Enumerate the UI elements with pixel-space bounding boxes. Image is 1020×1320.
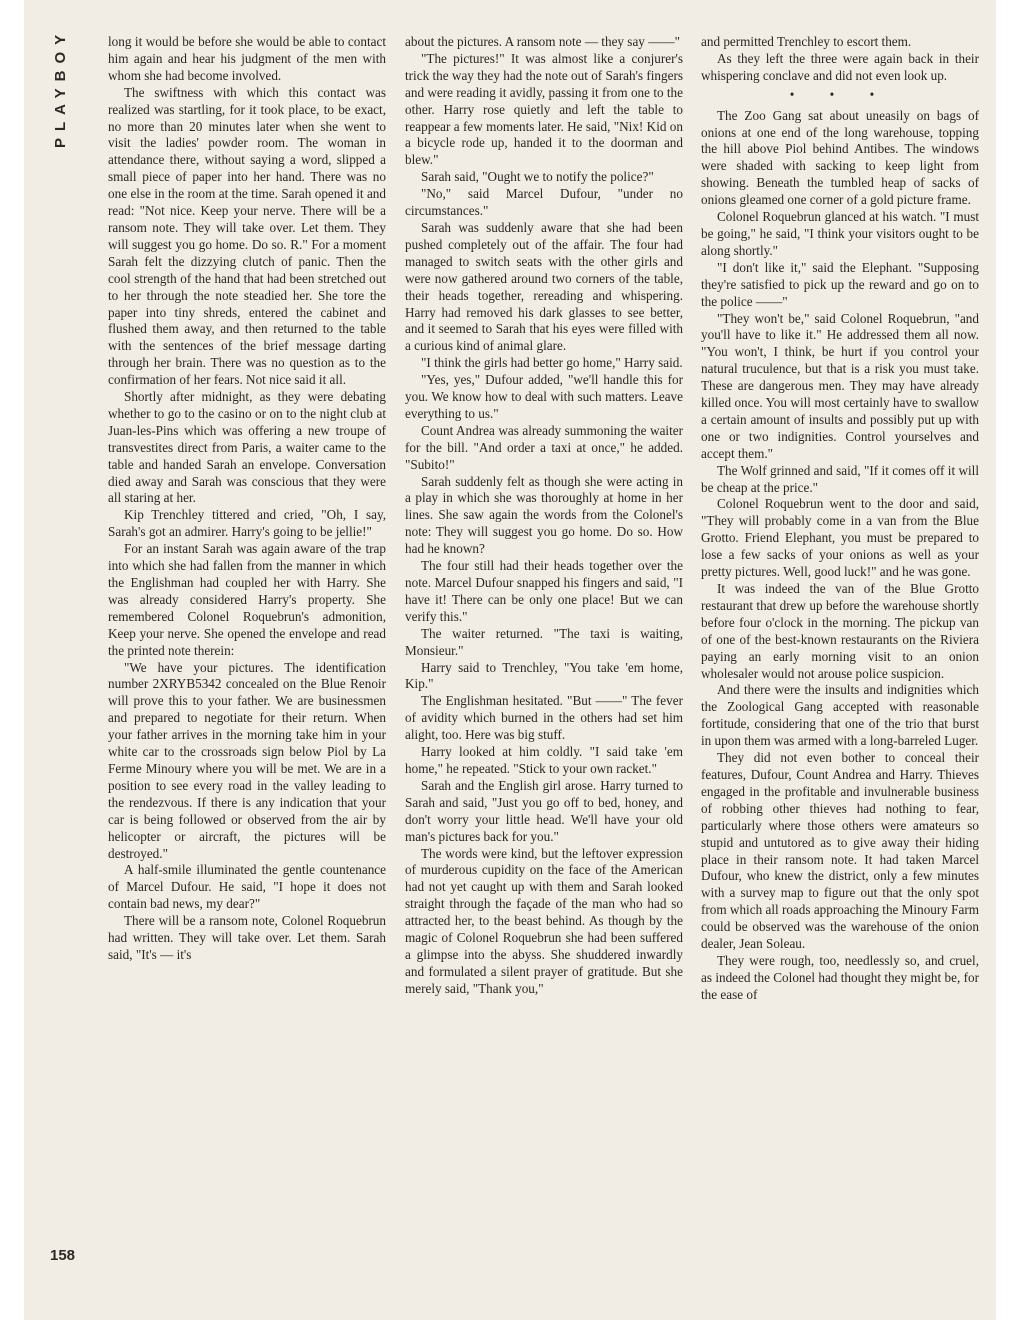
paragraph: "Yes, yes," Dufour added, "we'll handle this for you. We know how to deal with such matters. Leave everything to us.": [405, 372, 683, 421]
page-number: 158: [50, 1247, 76, 1264]
paragraph: As they left the three were again back in their whispering conclave and did not even look up.: [701, 50, 979, 83]
magazine-page: [24, 0, 996, 1320]
magazine-title: PLAYBOY: [52, 28, 69, 149]
paragraph: The waiter returned. "The taxi is waiting, Monsieur.": [405, 625, 683, 658]
paragraph: Sarah and the English girl arose. Harry turned to Sarah and said, "Just you go off to bed, honey, and don't worry your little head. We'll have your old man's pictures back for you.": [405, 777, 683, 844]
paragraph: For an instant Sarah was again aware of the trap into which she had fallen from the manner in which the Englishman had coupled her with Harry. She was already considered Harry's property. She remembered Colonel Roquebrun's admonition, Keep your nerve. She opened the envelope and read the printed note therein:: [108, 541, 386, 658]
text-column-2: [405, 34, 683, 998]
paragraph: The Englishman hesitated. "But ——" The fever of avidity which burned in the others had set him alight, too. Here was big stuff.: [405, 693, 683, 743]
paragraph: They were rough, too, needlessly so, and cruel, as indeed the Colonel had thought they might be, for the ease of: [701, 952, 979, 1002]
paragraph: And there were the insults and indignities which the Zoological Gang accepted with reasonable fortitude, considering that one of the trio that burst in upon them was armed with a long-barreled Luger.: [701, 682, 979, 749]
paragraph: A half-smile illuminated the gentle countenance of Marcel Dufour. He said, "I hope it does not contain bad news, my dear?": [108, 862, 386, 912]
paragraph: Sarah said, "Ought we to notify the police?": [421, 169, 654, 185]
paragraph: Sarah suddenly felt as though she were acting in a play in which she was thoroughly at home in her lines. She saw again the words from the Colonel's note: They will suggest you go home. Do so. How had he known?: [405, 473, 683, 557]
paragraph: "The pictures!" It was almost like a conjurer's trick the way they had the note out of Sarah's fingers and were reading it avidly, passing it from one to the other. Harry rose quietly and left the table to reappear a few moments later. He said, "Nix! Kid on a bicycle rode up, handed it to the doorman and blew.": [405, 50, 683, 168]
paragraph: "We have your pictures. The identification number 2XRYB5342 concealed on the Blue Renoir will prove this to your father. We are businessmen and prepared to negotiate for their return. When your father arrives in the morning take him in your white car to the crossroads sign below Piol by La Ferme Minoury where you will be met. We are in a position to see every road in the valley leading to the rendezvous. If there is any indication that your car is being followed or observed from the air by helicopter or aircraft, the pictures will be destroyed.": [108, 659, 386, 861]
paragraph: "I think the girls had better go home," Harry said.: [421, 355, 683, 371]
paragraph: and permitted Trenchley to escort them.: [701, 34, 912, 49]
paragraph: long it would be before she would be able to contact him again and hear his judgment of the men with whom she had become involved.: [108, 34, 386, 83]
paragraph: Count Andrea was already summoning the waiter for the bill. "And order a taxi at once," he added. "Subito!": [405, 422, 683, 472]
paragraph: The words were kind, but the leftover expression of murderous cupidity on the face of the American had not yet caught up with them and Sarah looked straight through the façade of the man who had so attracted her, to the beast behind. As though by the magic of Colonel Roquebrun she had been suffered a glimpse into the abyss. She shuddered inwardly and formulated a silent prayer of gratitude. But she merely said, "Thank you,": [405, 845, 683, 996]
paragraph: The Wolf grinned and said, "If it comes off it will be cheap at the price.": [701, 462, 979, 495]
text-column-3: [701, 34, 979, 1004]
paragraph: They did not even bother to conceal their features, Dufour, Count Andrea and Harry. Thieves engaged in the profitable and invulnerable business of robbing other thieves had nothing to fear, particularly where those others were amateurs so stupid and untutored as to give away their hiding place in their ransom note. It had taken Marcel Dufour, who knew the district, only a few minutes with a survey map to figure out that the only spot from which all roads approaching the Minoury Farm could be observed was the warehouse of the onion dealer, Jean Soleau.: [701, 750, 979, 952]
paragraph: about the pictures. A ransom note — they say ——": [405, 34, 680, 49]
paragraph: "I don't like it," said the Elephant. "Supposing they're satisfied to pick up the reward and go on to the police ——": [701, 259, 979, 309]
paragraph: Harry said to Trenchley, "You take 'em home, Kip.": [405, 659, 683, 692]
paragraph: Colonel Roquebrun glanced at his watch. "I must be going," he said, "I think your visitors ought to be along shortly.": [701, 209, 979, 258]
paragraph: Kip Trenchley tittered and cried, "Oh, I say, Sarah's got an admirer. Harry's going to be jellie!": [108, 507, 386, 540]
section-break: • • •: [789, 86, 891, 102]
paragraph: The Zoo Gang sat about uneasily on bags of onions at one end of the long warehouse, topping the hill above Piol behind Antibes. The windows were shaded with sacking to keep light from showing. Beneath the tumbled heap of sacks of onions gleamed one corner of a gold picture frame.: [701, 107, 979, 208]
paragraph: Shortly after midnight, as they were debating whether to go to the casino or on to the night club at Juan-les-Pins which was offering a new troupe of transvestites direct from Paris, a waiter came to the table and handed Sarah an envelope. Conversation died away and Sarah was conscious that they were all staring at her.: [108, 389, 386, 506]
paragraph: It was indeed the van of the Blue Grotto restaurant that drew up before the warehouse shortly before four o'clock in the morning. The pickup van of one of the best-known restaurants on the Riviera paying an early morning visit to an onion wholesaler would not arouse police suspicion.: [701, 581, 979, 681]
paragraph: "No," said Marcel Dufour, "under no circumstances.": [405, 186, 683, 219]
paragraph: "They won't be," said Colonel Roquebrun, "and you'll have to like it." He addressed them all now. "You won't, I think, be hurt if you control your natural truculence, but that is a risk you must take. These are dangerous men. They may have already killed once. You will most certainly have to swallow a certain amount of insults and possibly put up with one or two indignities. Control yourselves and accept them.": [701, 310, 979, 461]
paragraph: Sarah was suddenly aware that she had been pushed completely out of the affair. The four had managed to switch seats with the other girls and were now gathered around two corners of the table, their heads together, rereading and whispering. Harry had removed his dark glasses to see better, and it seemed to Sarah that his eyes were filled with a curious kind of animal glare.: [405, 219, 683, 354]
paragraph: The swiftness with which this contact was realized was startling, for it took place, to be exact, no more than 20 minutes later when she went to visit the ladies' powder room. The woman in attendance there, without saying a word, slipped a small piece of paper into her hand. There was no one else in the room at the time. Sarah opened it and read: "Not nice. Keep your nerve. There will be a ransom note. They will take over. Let them. They will suggest you go home. Do so. R." For a moment Sarah felt the dizzying clutch of panic. Then the cool strength of the hand that had been stretched out to her through the note steadied her. She tore the paper into tiny shreds, entered the cabinet and flushed them away, and then returned to the table with the sentences of the brief message darting through her brain. There was no question as to the confirmation of her fears. Not nice said it all.: [108, 84, 386, 388]
paragraph: There will be a ransom note, Colonel Roquebrun had written. They will take over. Let them. Sarah said, "It's — it's: [108, 913, 386, 962]
paragraph: Colonel Roquebrun went to the door and said, "They will probably come in a van from the Blue Grotto. Friend Elephant, you must be prepared to lose a few sacks of your onions as well as your pretty pictures. Well, good luck!" and he was gone.: [701, 496, 979, 580]
paragraph: The four still had their heads together over the note. Marcel Dufour snapped his fingers and said, "I have it! There can be only one place! But we can verify this.": [405, 558, 683, 624]
text-column-1: [108, 34, 386, 964]
paragraph: Harry looked at him coldly. "I said take 'em home," he repeated. "Stick to your own racket.": [405, 744, 683, 776]
